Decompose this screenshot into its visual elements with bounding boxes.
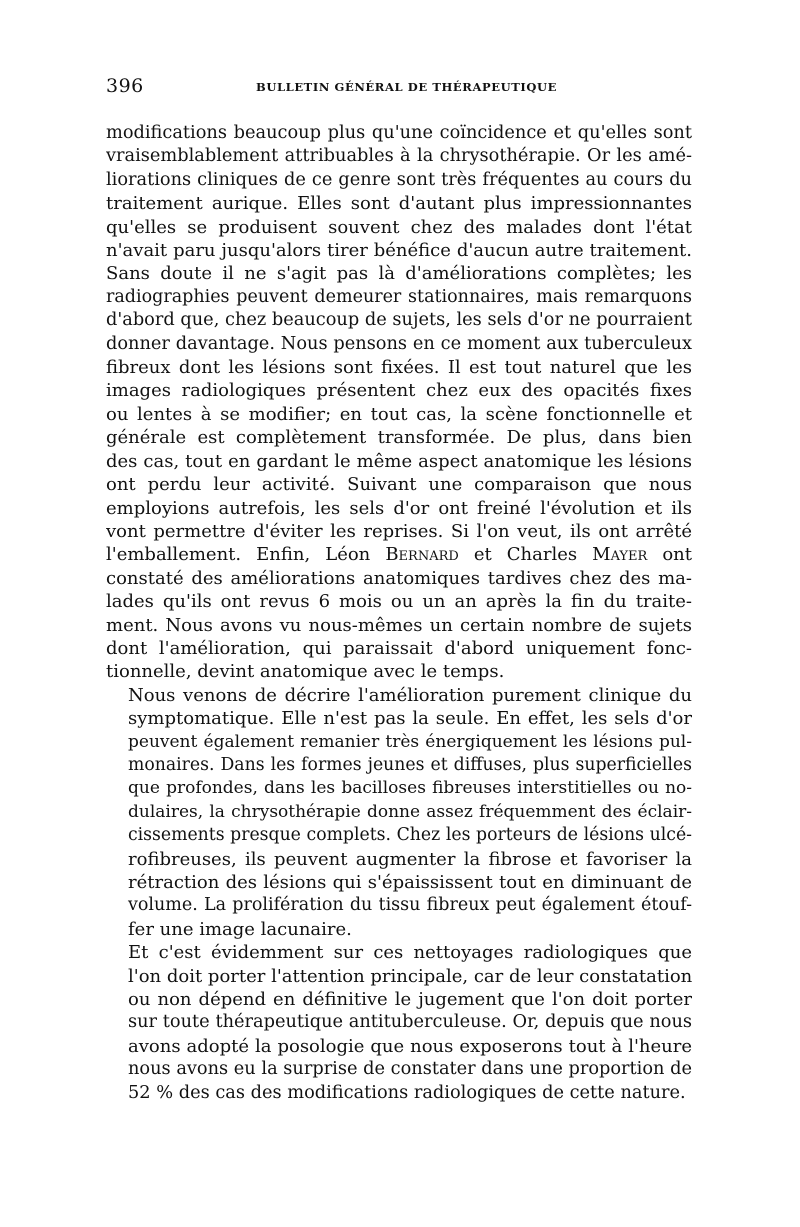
- paragraph-1: [106, 122, 692, 684]
- paragraph-3: [106, 941, 692, 1105]
- text-line: radiographies peuvent demeurer stationnaires, mais remarquons: [106, 286, 692, 307]
- text-line: des cas, tout en gardant le même aspect anatomique les lésions: [106, 450, 692, 472]
- text-line: vraisemblablement attribuables à la chrysothérapie. Or les amé-: [106, 146, 692, 167]
- text-line: vont permettre d'éviter les reprises. Si l'on veut, ils ont arrêté: [106, 520, 692, 542]
- text-line: dulaires, la chrysothérapie donne assez fréquemment des éclair-: [128, 801, 692, 822]
- text-line: ment. Nous avons vu nous-mêmes un certain nombre de sujets: [106, 614, 692, 636]
- text-line: ou lentes à se modifier; en tout cas, la scène fonctionnelle et: [106, 403, 692, 425]
- text-line: constaté des améliorations anatomiques tardives chez des ma-: [106, 567, 692, 589]
- text-line: Et c'est évidemment sur ces nettoyages radiologiques que: [128, 942, 692, 964]
- text-line: rofibreuses, ils peuvent augmenter la fibrose et favoriser la: [128, 848, 692, 870]
- text-line: sur toute thérapeutique antituberculeuse. Or, depuis que nous: [128, 1012, 692, 1033]
- text-line: peuvent également remanier très énergiquement les lésions pul-: [128, 731, 692, 752]
- text-line: donner davantage. Nous pensons en ce moment aux tuberculeux: [106, 333, 692, 354]
- text-line: ou non dépend en définitive le jugement que l'on doit porter: [128, 989, 692, 1011]
- text-line: modifications beaucoup plus qu'une coïncidence et qu'elles sont: [106, 123, 692, 143]
- text-line: dont l'amélioration, qui paraissait d'abord uniquement fonc-: [106, 637, 692, 659]
- text-line: volume. La prolifération du tissu fibreux peut également étouf-: [128, 895, 692, 916]
- text-line: Sans doute il ne s'agit pas là d'améliorations complètes; les: [106, 263, 692, 285]
- text-line: 52 % des cas des modifications radiologiques de cette nature.: [128, 1082, 686, 1103]
- text-line: rétraction des lésions qui s'épaississent tout en diminuant de: [128, 872, 692, 893]
- text-line: fer une image lacunaire.: [128, 918, 352, 940]
- running-title: BULLETIN GÉNÉRAL DE THÉRAPEUTIQUE: [256, 80, 557, 94]
- text-line: traitement aurique. Elles sont d'autant plus impressionnantes: [106, 193, 692, 215]
- text-line: que profondes, dans les bacilloses fibreuses interstitielles ou no-: [128, 778, 692, 799]
- text-line: tionnelle, devint anatomique avec le temps.: [106, 661, 505, 683]
- text-line: avons adopté la posologie que nous exposerons tout à l'heure: [128, 1035, 692, 1057]
- page-header: [106, 72, 708, 100]
- text-line: liorations cliniques de ce genre sont très fréquentes au cours du: [106, 169, 692, 190]
- text-line: l'emballement. Enfin, Léon Bernard et Charles Mayer ont: [106, 544, 692, 566]
- text-line: qu'elles se produisent souvent chez des malades dont l'état: [106, 216, 692, 238]
- text-line: symptomatique. Elle n'est pas la seule. En effet, les sels d'or: [128, 708, 692, 730]
- text-line: ont perdu leur activité. Suivant une comparaison que nous: [106, 474, 692, 496]
- text-line: nous avons eu la surprise de constater dans une proportion de: [128, 1059, 692, 1080]
- text-line: employions autrefois, les sels d'or ont freiné l'évolution et ils: [106, 497, 692, 519]
- text-line: cissements presque complets. Chez les porteurs de lésions ulcé-: [128, 825, 692, 846]
- text-line: fibreux dont les lésions sont fixées. Il est tout naturel que les: [106, 357, 692, 379]
- text-line: images radiologiques présentent chez eux des opacités fixes: [106, 380, 692, 402]
- text-line: d'abord que, chez beaucoup de sujets, les sels d'or ne pourraient: [106, 310, 692, 331]
- text-line: générale est complètement transformée. De plus, dans bien: [106, 427, 692, 449]
- page-number: 396: [106, 75, 144, 97]
- text-line: l'on doit porter l'attention principale, car de leur constatation: [128, 965, 692, 987]
- paragraph-2: [106, 684, 692, 941]
- text-line: Nous venons de décrire l'amélioration purement clinique du: [128, 684, 692, 706]
- text-line: lades qu'ils ont revus 6 mois ou un an après la fin du traite-: [106, 591, 692, 613]
- body-text: [106, 122, 692, 1105]
- text-line: n'avait paru jusqu'alors tirer bénéfice d'aucun autre traitement.: [106, 240, 692, 262]
- text-line: monaires. Dans les formes jeunes et diffuses, plus superficielles: [128, 754, 692, 775]
